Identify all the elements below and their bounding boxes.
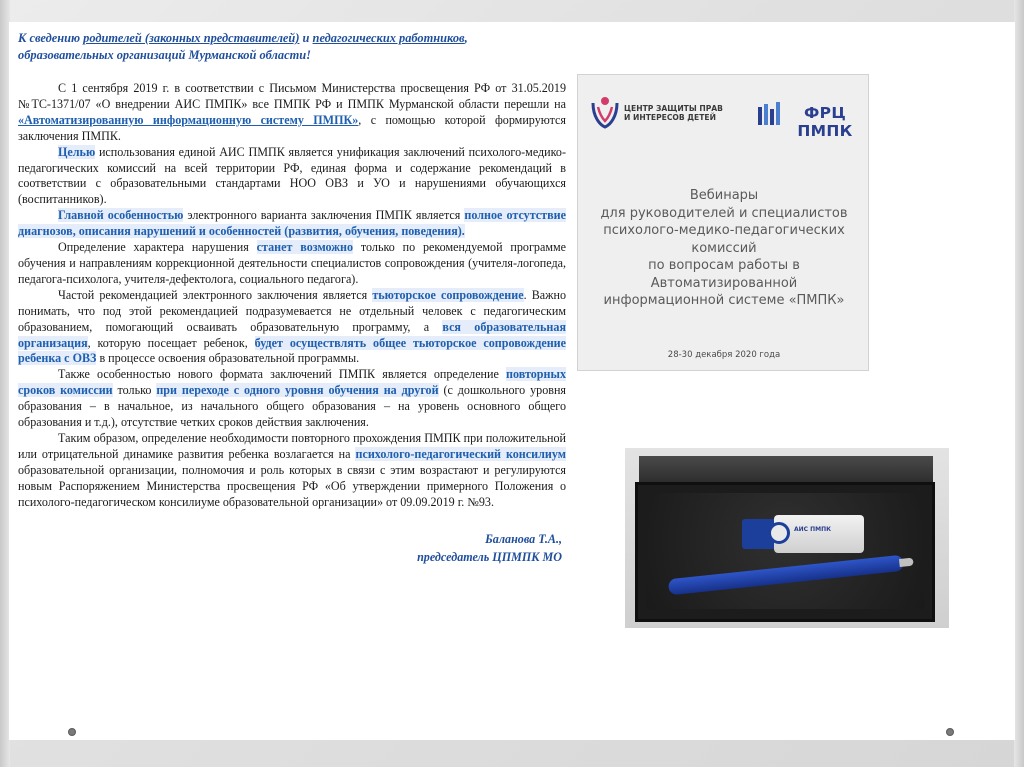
heading-text: и (299, 31, 313, 45)
emphasis: станет возможно (256, 240, 354, 255)
emphasis: будет осуществлять общее тьюторское сопровождение ребенка с ОВЗ (18, 335, 566, 366)
heading-text: , образовательных организаций Мурманской области! (18, 31, 468, 62)
usb-drive-label: АИС ПМПК (794, 526, 832, 533)
frc-pmpk-logo-text: ФРЦ ПМПК (797, 104, 853, 140)
emphasis: Главной особенностью (58, 208, 184, 223)
paragraph-main-feature (18, 208, 566, 240)
emphasis: при переходе с одного уровня обучения на другой (156, 383, 439, 398)
box-foam (646, 493, 924, 609)
webinar-title-line: по вопросам работы в Автоматизированной (648, 258, 800, 291)
webinar-title-line: информационной системе «ПМПК» (603, 293, 845, 308)
pen (668, 555, 904, 596)
webinar-title-line: Вебинары (689, 188, 759, 203)
paragraph-text: Определение характера нарушения (58, 240, 257, 255)
paragraph-intro (18, 81, 566, 145)
emphasis: полное отсутствие диагнозов, описания нарушений и особенностей (развития, обучения, поведения). (18, 208, 566, 239)
signature-role: председатель ЦПМПК МО (417, 550, 562, 565)
webinar-banner-image (577, 74, 869, 371)
paragraph-text: в процессе освоения образовательной программы. (96, 351, 360, 366)
heading-text: К сведению (18, 31, 84, 45)
heading-parents-link: родителей (законных представителей) (83, 31, 300, 45)
frc-pmpk-logo-icon (756, 101, 784, 127)
child-rights-center-logo-text (624, 104, 748, 123)
webinar-title-line: психолого-медико-педагогических комиссий (603, 223, 845, 256)
paragraph-text: Таким образом, определение необходимости повторного прохождения ПМПК при положительной или отрицательной динамике развития ребенка возлагается на (18, 430, 566, 461)
paragraph-text: только (112, 383, 157, 398)
paragraph-text: Частой рекомендацией электронного заключения является (58, 287, 373, 302)
heading-teachers-link: педагогических работников (312, 31, 465, 45)
gift-box-photo (625, 448, 949, 628)
paragraph-text: электронного варианта заключения ПМПК является (183, 208, 465, 223)
paragraph-text: использования единой АИС ПМПК является унификация заключений психолого-медико-педагогических комиссий на всей территории РФ, единая форма и содержание рекомендаций в соответствии с образовательными стандартами НОО ОВЗ и УО и нарушениями обучающихся (воспитанников). (18, 144, 566, 207)
ais-pmpk-link: «Автоматизированную информационную систему ПМПК» (18, 112, 359, 127)
paragraph-conclusion (18, 431, 566, 511)
emphasis: психолого-педагогический консилиум (355, 446, 566, 461)
paragraph-text: (с дошкольного уровня образования – в начальное, из начального общего образования – на уровень основного общего образования и т.д.), отсутствие четких сроков действия заключения. (18, 383, 566, 430)
logos-row (590, 95, 860, 140)
paragraph-text: образовательной организации, полномочия и роль которых в связи с этим возрастают и регулируются новым Распоряжением Министерства просвещения РФ «Об утверждении примерного Положения о психолого-педагогическом консилиуме образовательной организации» от 09.09.2019 г. №93. (18, 462, 566, 509)
pen-tip (899, 558, 914, 567)
paragraph-terms (18, 367, 566, 431)
paragraph-text: , которую посещает ребенок, (87, 335, 255, 350)
paragraph-text: , с помощью которой формируются заключения ПМПК. (18, 112, 566, 143)
slide-nav-prev-dot[interactable] (68, 728, 76, 736)
logo-line: ЦЕНТР ЗАЩИТЫ ПРАВ (624, 104, 723, 113)
webinar-title (586, 187, 862, 310)
signature (18, 530, 566, 566)
article-heading (18, 30, 566, 64)
emphasis: тьюторское сопровождение (372, 287, 524, 302)
paragraph-text: только по рекомендуемой программе обучения и направлениям коррекционной деятельности специалистов сопровождения (учителя-логопеда, педагога-психолога, учителя-дефектолога, социального педагога). (18, 240, 566, 286)
paragraph-definition (18, 240, 566, 288)
child-rights-center-logo-icon (590, 95, 620, 129)
paragraph-goal (18, 145, 566, 209)
gift-box (635, 482, 935, 622)
paragraph-text: . Важно понимать, что под этой рекомендацией подразумевается не отдельный человек с педагогическим образованием, помогающий осваивать образовательную программу, а (18, 287, 566, 334)
article-text (18, 30, 566, 566)
paragraph-tutor (18, 288, 566, 368)
usb-drive-ring (768, 522, 790, 544)
emphasis: вся образовательная организация (18, 319, 566, 350)
paragraph-text: Также особенностью нового формата заключений ПМПК является определение (58, 367, 507, 382)
emphasis: повторных сроков комиссии (18, 367, 566, 398)
webinar-date: 28-30 декабря 2020 года (667, 350, 781, 360)
emphasis: Целью (58, 144, 96, 159)
paragraph-text: С 1 сентября 2019 г. в соответствии с Письмом Министерства просвещения РФ от 31.05.2019 №ТС-1371/07 «О внедрении АИС ПМПК» все ПМПК РФ и ПМПК Мурманской области перешли на (18, 81, 566, 111)
slide-nav-next-dot[interactable] (946, 728, 954, 736)
logo-line: И ИНТЕРЕСОВ ДЕТЕЙ (624, 113, 716, 123)
webinar-title-line: для руководителей и специалистов (600, 205, 848, 221)
signature-name: Баланова Т.А., (485, 532, 562, 547)
